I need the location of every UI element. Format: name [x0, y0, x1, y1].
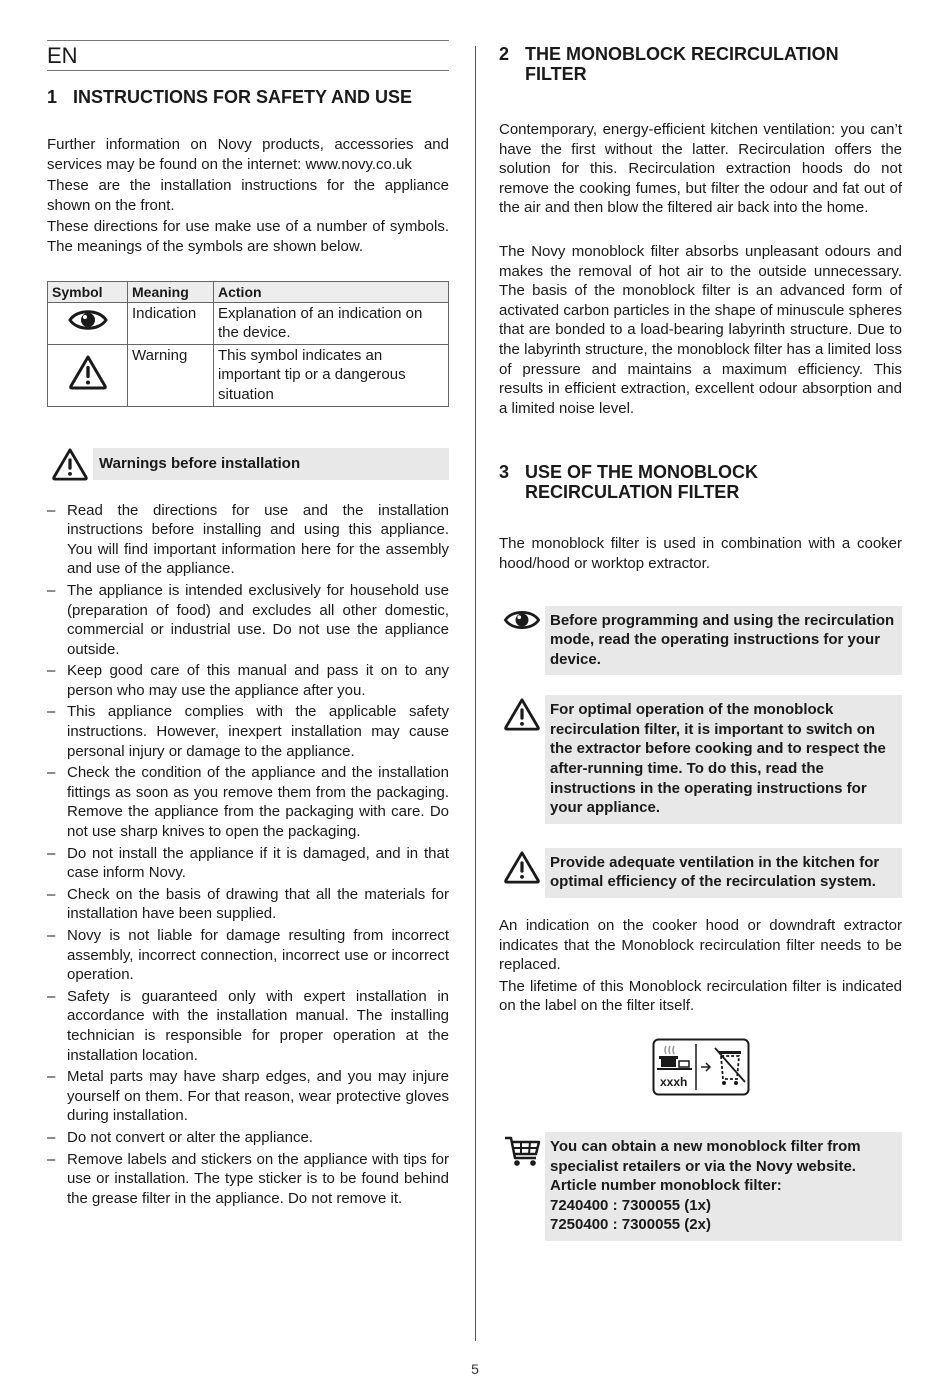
- article-number: 7240400 : 7300055 (1x): [550, 1196, 711, 1214]
- section-2-heading: [499, 44, 902, 84]
- section-title-line: RECIRCULATION FILTER: [525, 482, 740, 503]
- filter-lifetime-label-icon: [652, 1038, 750, 1096]
- list-item: – Read the directions for use and the installation instructions before installing and using this appliance. You will find important information here for the assembly and use of the appliance.: [47, 501, 449, 579]
- table-header-row: [48, 281, 449, 302]
- note-text: Before programming and using the recirculation mode, read the operating instructions for your device.: [545, 606, 902, 676]
- warning-note: [499, 695, 902, 824]
- paragraph: Contemporary, energy-efficient kitchen ventilation: you can’t have the first without the latter. Recirculation offers the solution for this. Recirculation extraction hoods do not remove the cooking fumes, but filter the odour and fat out of the air and then blow the filtered air back into the home.: [499, 121, 902, 217]
- list-item: – Novy is not liable for damage resulting from incorrect assembly, incorrect connection, incorrect use or incorrect operation.: [47, 926, 449, 985]
- table-cell: Indication: [128, 302, 214, 344]
- column-header: Meaning: [128, 281, 214, 302]
- paragraph: The monoblock filter is used in combination with a cooker hood/hood or worktop extractor.: [499, 535, 902, 572]
- list-item: – Check on the basis of drawing that all the materials for installation have been supplied.: [47, 885, 449, 924]
- list-item: – Remove labels and stickers on the appliance with tips for use or installation. The type sticker is to be found behind the grease filter in the appliance. Do not remove it.: [47, 1150, 449, 1209]
- order-line: You can obtain a new monoblock filter from specialist retailers or via the Novy website.: [550, 1138, 861, 1175]
- page-number: 5: [471, 1361, 479, 1377]
- table-cell: This symbol indicates an important tip or a dangerous situation: [214, 344, 449, 406]
- paragraph: An indication on the cooker hood or downdraft extractor indicates that the Monoblock recirculation filter needs to be replaced.: [499, 917, 902, 974]
- indication-note: [499, 606, 902, 676]
- order-note: [499, 1132, 902, 1241]
- list-item: – Check the condition of the appliance and the installation fittings as soon as you remove them from the packaging. Remove the appliance from the packaging with care. Do not use sharp knives to open the packaging.: [47, 763, 449, 841]
- section-title: [525, 462, 758, 502]
- order-line: Article number monoblock filter:: [550, 1177, 782, 1195]
- table-cell: [48, 302, 128, 344]
- section-title-line: USE OF THE MONOBLOCK: [525, 462, 758, 483]
- table-cell: Warning: [128, 344, 214, 406]
- paragraph: Further information on Novy products, accessories and services may be found on the internet: www.novy.co.uk: [47, 136, 449, 173]
- paragraph: The Novy monoblock filter absorbs unpleasant odours and makes the removal of hot air to the outside unnecessary. The basis of the monoblock filter is an advanced form of activated carbon particles in the shape of minuscule spheres that are bonded to a load-bearing labyrinth structure. Due to the labyrinth structure, the monoblock filter has a limited loss of pressure and maintains a maximum efficiency. This results in efficient extraction, excellent odour absorption and a limited noise level.: [499, 242, 902, 417]
- warnings-label: Warnings before installation: [93, 448, 449, 480]
- column-header: Symbol: [48, 281, 128, 302]
- warning-icon: [47, 447, 93, 481]
- note-text: Provide adequate ventilation in the kitchen for optimal efficiency of the recirculation system.: [545, 848, 902, 898]
- section-number: 3: [499, 462, 510, 483]
- list-item: – This appliance complies with the applicable safety instructions. However, inexpert installation may cause personal injury or damage to the appliance.: [47, 702, 449, 761]
- note-text: For optimal operation of the monoblock recirculation filter, it is important to switch on the extractor before cooking and to respect the after-running time. To do this, read the instructions in the operating instructions for your appliance.: [545, 695, 902, 824]
- section-3-heading: [499, 462, 902, 502]
- right-column: [499, 44, 902, 1241]
- section-title: INSTRUCTIONS FOR SAFETY AND USE: [73, 87, 413, 107]
- warnings-list: [47, 501, 449, 1209]
- list-item: – The appliance is intended exclusively for household use (preparation of food) and excludes all other domestic, commercial or industrial use. Do not use the appliance outside.: [47, 581, 449, 659]
- table-row: [48, 344, 449, 406]
- list-item: – Keep good care of this manual and pass it on to any person who may use the appliance after you.: [47, 661, 449, 700]
- table-cell: [48, 344, 128, 406]
- section-title-line: THE MONOBLOCK RECIRCULATION: [525, 44, 839, 64]
- warnings-header: [47, 447, 449, 481]
- eye-icon: [68, 320, 108, 337]
- section-number: 1: [47, 87, 58, 107]
- section-title: [525, 44, 839, 84]
- warning-note: [499, 848, 902, 898]
- list-item: – Safety is guaranteed only with expert installation in accordance with the installation manual. The installing technician is responsible for proper operation at the installation location.: [47, 987, 449, 1065]
- list-item: – Do not install the appliance if it is damaged, and in that case inform Novy.: [47, 844, 449, 883]
- warning-icon: [499, 695, 545, 731]
- filter-label-text: xxxh: [659, 1075, 687, 1089]
- article-number: 7250400 : 7300055 (2x): [550, 1216, 711, 1234]
- eye-icon: [499, 606, 545, 632]
- section-title-line: FILTER: [525, 64, 587, 84]
- warning-icon: [499, 848, 545, 884]
- table-cell: Explanation of an indication on the device.: [214, 302, 449, 344]
- shopping-cart-icon: [499, 1132, 545, 1168]
- warning-icon: [68, 377, 108, 394]
- note-text: [545, 1132, 902, 1241]
- paragraph: The lifetime of this Monoblock recirculation filter is indicated on the label on the filter itself.: [499, 977, 902, 1015]
- list-item: – Do not convert or alter the appliance.: [47, 1128, 449, 1148]
- symbol-table: [47, 281, 449, 407]
- list-item: – Metal parts may have sharp edges, and you may injure yourself on them. For that reason, wear protective gloves during installation.: [47, 1067, 449, 1126]
- paragraph: These directions for use make use of a number of symbols. The meanings of the symbols are shown below.: [47, 218, 449, 255]
- column-divider: [475, 46, 476, 1341]
- section-1-heading: [47, 87, 449, 107]
- paragraph: These are the installation instructions for the appliance shown on the front.: [47, 177, 449, 214]
- left-column: [47, 40, 449, 1210]
- column-header: Action: [214, 281, 449, 302]
- section-number: 2: [499, 44, 510, 64]
- language-label: EN: [47, 40, 449, 71]
- table-row: [48, 302, 449, 344]
